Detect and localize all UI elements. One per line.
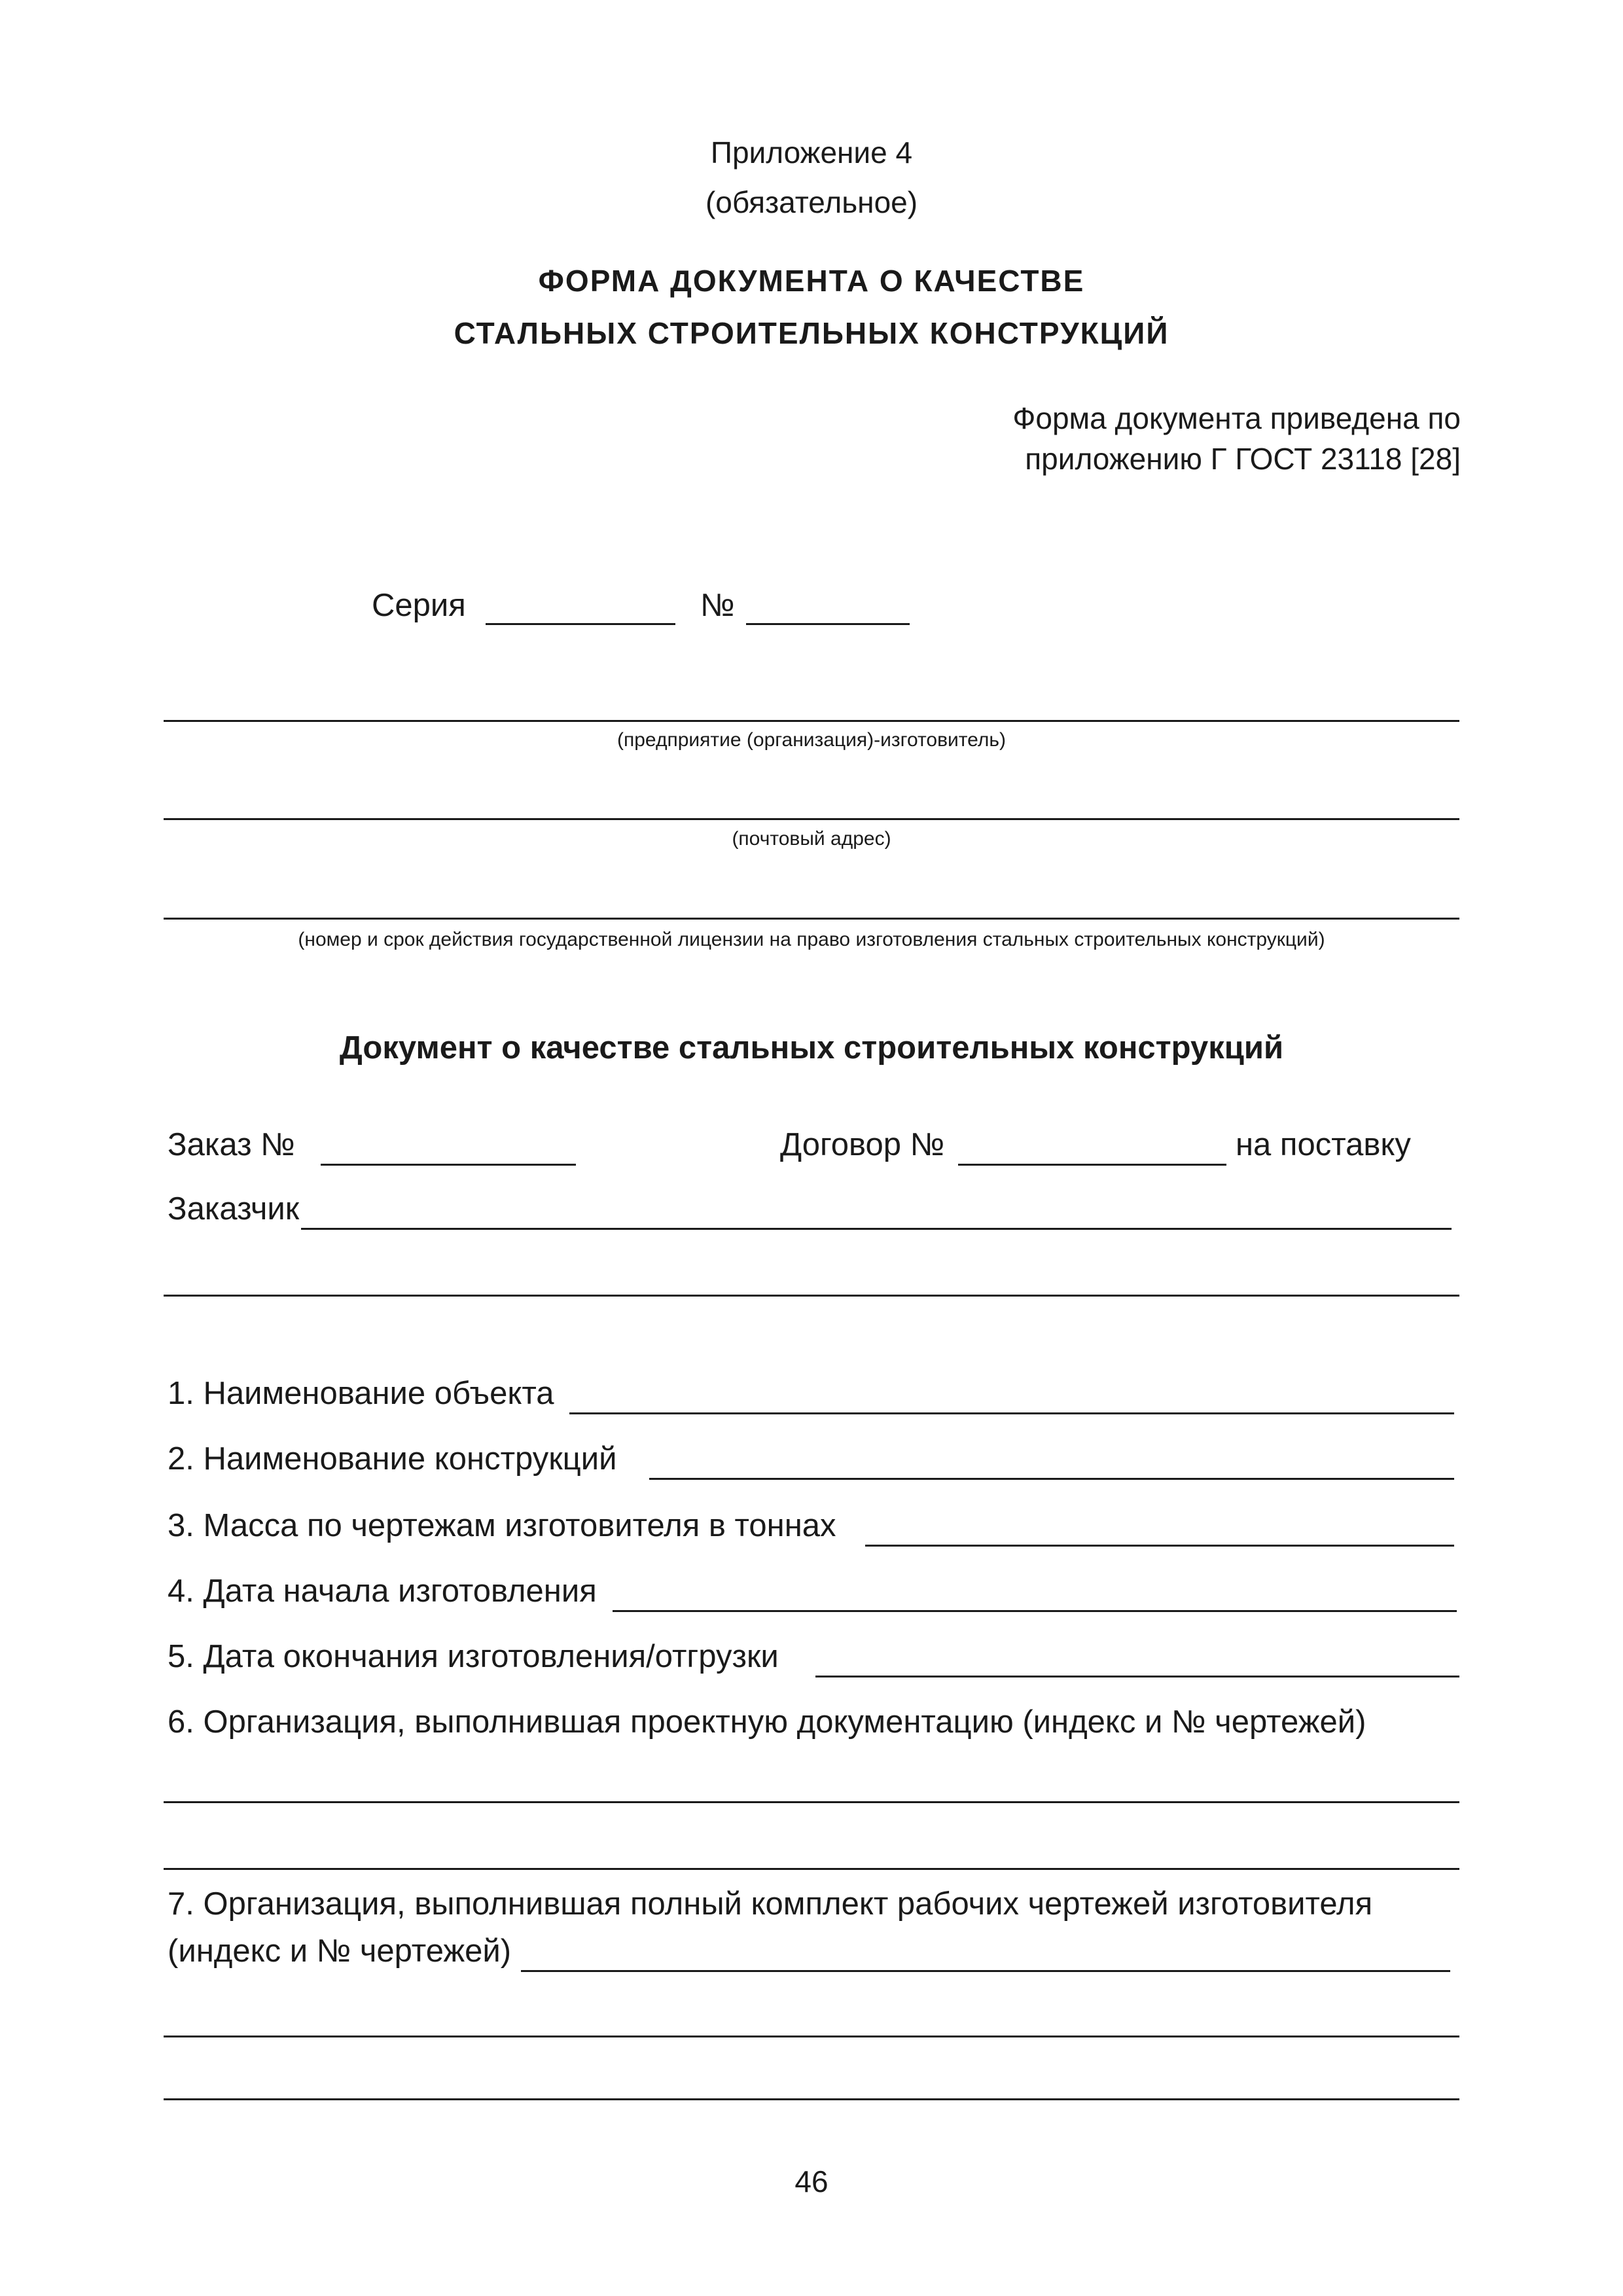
- section-title: Документ о качестве стальных строительных конструкций: [339, 1030, 1284, 1066]
- item-4-field[interactable]: [613, 1610, 1457, 1612]
- number-label: №: [700, 588, 735, 623]
- item-3-field[interactable]: [865, 1545, 1454, 1547]
- item-7-field-line-3[interactable]: [164, 2098, 1459, 2100]
- item-5-label: 5. Дата окончания изготовления/отгрузки: [168, 1639, 779, 1674]
- appendix-number: Приложение 4: [710, 135, 913, 170]
- item-3-label: 3. Масса по чертежам изготовителя в тоннах: [168, 1508, 836, 1543]
- item-5-field[interactable]: [815, 1676, 1459, 1677]
- item-2-label: 2. Наименование конструкций: [168, 1441, 617, 1477]
- contract-number-field[interactable]: [958, 1164, 1226, 1166]
- title-line-2: СТАЛЬНЫХ СТРОИТЕЛЬНЫХ КОНСТРУКЦИЙ: [454, 316, 1169, 350]
- license-field-line[interactable]: [164, 918, 1459, 920]
- item-6-field-line-1[interactable]: [164, 1801, 1459, 1803]
- item-1-field[interactable]: [569, 1412, 1454, 1414]
- item-7-label-line-2: (индекс и № чертежей): [168, 1933, 512, 1969]
- item-4-label: 4. Дата начала изготовления: [168, 1573, 597, 1609]
- series-field[interactable]: [486, 586, 675, 625]
- customer-field-continuation[interactable]: [164, 1295, 1459, 1297]
- license-caption: (номер и срок действия государственной лицензии на право изготовления стальных строительных конструкций): [298, 929, 1325, 950]
- title-line-1: ФОРМА ДОКУМЕНТА О КАЧЕСТВЕ: [538, 264, 1085, 298]
- series-label: Серия: [372, 588, 466, 623]
- reference-line-1: Форма документа приведена по: [1012, 401, 1461, 435]
- address-field-line[interactable]: [164, 818, 1459, 820]
- address-caption: (почтовый адрес): [732, 828, 891, 850]
- item-6-field-line-2[interactable]: [164, 1868, 1459, 1870]
- appendix-note: (обязательное): [705, 185, 918, 219]
- item-2-field[interactable]: [649, 1478, 1454, 1480]
- customer-label: Заказчик: [168, 1191, 300, 1227]
- supply-label: на поставку: [1236, 1127, 1411, 1162]
- item-7-label-line-1: 7. Организация, выполнившая полный комплект рабочих чертежей изготовителя: [168, 1886, 1373, 1922]
- contract-label: Договор №: [780, 1127, 945, 1162]
- reference-line-2: приложению Г ГОСТ 23118 [28]: [1025, 442, 1461, 476]
- page-number: 46: [794, 2164, 829, 2198]
- manufacturer-caption: (предприятие (организация)-изготовитель): [617, 729, 1006, 751]
- item-7-field[interactable]: [521, 1970, 1450, 1972]
- item-1-label: 1. Наименование объекта: [168, 1376, 554, 1411]
- order-label: Заказ №: [168, 1127, 295, 1162]
- item-6-label: 6. Организация, выполнившая проектную документацию (индекс и № чертежей): [168, 1704, 1366, 1740]
- manufacturer-field-line[interactable]: [164, 720, 1459, 722]
- customer-field[interactable]: [301, 1228, 1452, 1230]
- order-number-field[interactable]: [321, 1164, 576, 1166]
- item-7-field-line-2[interactable]: [164, 2036, 1459, 2037]
- number-field[interactable]: [746, 586, 910, 625]
